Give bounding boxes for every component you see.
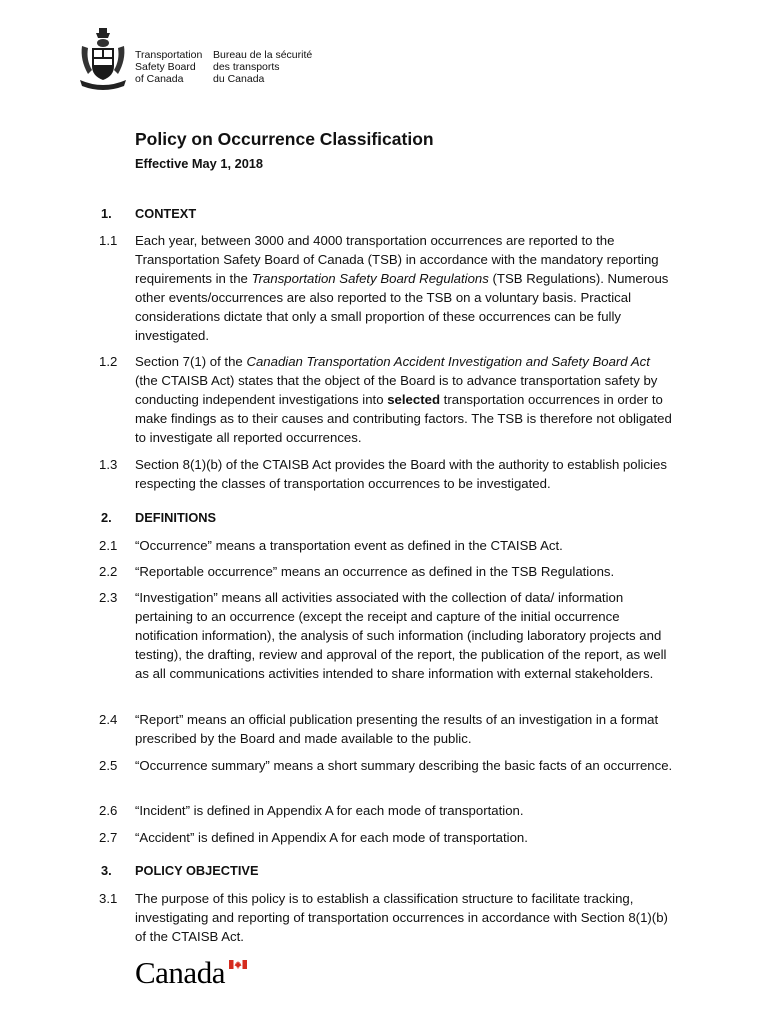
org-name-french: Bureau de la sécurité des transports du Canada — [213, 49, 313, 85]
canada-wordmark: Canada — [135, 955, 225, 990]
document-title: Policy on Occurrence Classification — [135, 129, 434, 149]
coat-of-arms-icon — [78, 28, 128, 90]
canadian-flag-icon — [229, 960, 247, 969]
org-name-english: Transportation Safety Board of Canada — [135, 49, 203, 85]
effective-date: Effective May 1, 2018 — [135, 156, 264, 171]
